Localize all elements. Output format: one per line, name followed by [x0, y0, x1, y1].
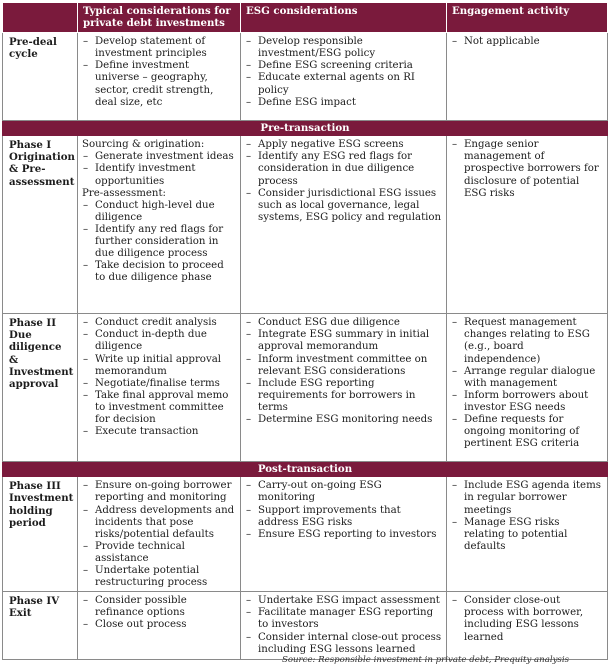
- engagement-list: [451, 36, 603, 48]
- phase-label: Phase II Due diligence & Investment approval: [3, 314, 78, 462]
- list-item: – Define ESG impact: [245, 97, 442, 109]
- row-phase-1: [3, 136, 608, 314]
- phase-label: Phase III Investment holding period: [3, 477, 78, 592]
- list-item: – Consider jurisdictional ESG issues such as local governance, legal systems, ESG policy and regulation: [245, 188, 442, 224]
- list-item: – Inform borrowers about investor ESG needs: [451, 390, 603, 414]
- list-item: – Develop responsible investment/ESG policy: [245, 36, 442, 60]
- list-item: – Not applicable: [451, 36, 603, 48]
- list-item: – Consider internal close-out process including ESG lessons learned: [245, 632, 442, 656]
- list-item: – Define requests for ongoing monitoring of pertinent ESG criteria: [451, 414, 603, 450]
- engagement-list: [451, 317, 603, 450]
- list-item: – Undertake ESG impact assessment: [245, 595, 442, 607]
- list-item: – Conduct high-level due diligence: [82, 200, 236, 224]
- header-row: [3, 3, 608, 33]
- list-item: – Conduct in-depth due diligence: [82, 329, 236, 353]
- list-item: – Take decision to proceed to due diligence phase: [82, 260, 236, 284]
- list-item: – Include ESG reporting requirements for borrowers in terms: [245, 378, 442, 414]
- source-caption: Source: Responsible investment in private debt, Prequity analysis: [281, 655, 569, 665]
- row-predeal: [3, 33, 608, 121]
- list-item: – Identify any red flags for further consideration in due diligence process: [82, 224, 236, 260]
- list-item: – Address developments and incidents that pose risks/potential defaults: [82, 505, 236, 541]
- preassess-list: [82, 200, 236, 285]
- list-item: – Ensure ESG reporting to investors: [245, 529, 442, 541]
- section-post-transaction: [3, 462, 608, 477]
- list-item: – Manage ESG risks relating to potential defaults: [451, 517, 603, 553]
- header-typical: Typical considerations for private debt investments: [78, 3, 241, 33]
- header-esg: ESG considerations: [241, 3, 447, 33]
- header-engagement: Engagement activity: [447, 3, 608, 33]
- engagement-list: [451, 595, 603, 643]
- typical-list: [82, 317, 236, 438]
- esg-list: [245, 480, 442, 540]
- esg-process-table: [2, 2, 608, 660]
- list-item: – Provide technical assistance: [82, 541, 236, 565]
- esg-list: [245, 139, 442, 224]
- typical-list: [82, 480, 236, 589]
- list-item: – Execute transaction: [82, 426, 236, 438]
- list-item: – Educate external agents on RI policy: [245, 72, 442, 96]
- list-item: – Integrate ESG summary in initial approval memorandum: [245, 329, 442, 353]
- list-item: – Undertake potential restructuring process: [82, 565, 236, 589]
- typical-list: [82, 36, 236, 109]
- section-label: Post-transaction: [3, 462, 608, 477]
- sourcing-title: Sourcing & origination:: [82, 139, 205, 151]
- list-item: – Identify investment opportunities: [82, 163, 236, 187]
- row-phase-4: [3, 592, 608, 660]
- list-item: – Close out process: [82, 619, 236, 631]
- list-item: – Generate investment ideas: [82, 151, 236, 163]
- list-item: – Consider close-out process with borrower, including ESG lessons learned: [451, 595, 603, 643]
- list-item: – Request management changes relating to ESG (e.g., board independence): [451, 317, 603, 365]
- sourcing-list: [82, 151, 236, 187]
- list-item: – Conduct ESG due diligence: [245, 317, 442, 329]
- header-phase: [3, 3, 78, 33]
- phase-label: Pre-deal cycle: [3, 33, 78, 121]
- row-phase-3: [3, 477, 608, 592]
- list-item: – Define investment universe – geography, sector, credit strength, deal size, etc: [82, 60, 236, 108]
- list-item: – Define ESG screening criteria: [245, 60, 442, 72]
- list-item: – Ensure on-going borrower reporting and monitoring: [82, 480, 236, 504]
- engagement-list: [451, 139, 603, 199]
- list-item: – Identify any ESG red flags for consideration in due diligence process: [245, 151, 442, 187]
- section-label: Pre-transaction: [3, 121, 608, 136]
- phase-label: Phase I Origination & Pre-assessment: [3, 136, 78, 314]
- typical-list: [82, 595, 236, 631]
- engagement-list: [451, 480, 603, 553]
- list-item: – Engage senior management of prospective borrowers for disclosure of potential ESG risks: [451, 139, 603, 199]
- preassess-title: Pre-assessment:: [82, 187, 166, 199]
- list-item: – Include ESG agenda items in regular borrower meetings: [451, 480, 603, 516]
- list-item: – Facilitate manager ESG reporting to investors: [245, 607, 442, 631]
- list-item: – Determine ESG monitoring needs: [245, 414, 442, 426]
- esg-list: [245, 317, 442, 426]
- list-item: – Develop statement of investment principles: [82, 36, 236, 60]
- list-item: – Arrange regular dialogue with management: [451, 366, 603, 390]
- list-item: – Negotiate/finalise terms: [82, 378, 236, 390]
- list-item: – Support improvements that address ESG risks: [245, 505, 442, 529]
- esg-list: [245, 36, 442, 109]
- phase-label: Phase IV Exit: [3, 592, 78, 660]
- list-item: – Inform investment committee on relevant ESG considerations: [245, 354, 442, 378]
- list-item: – Consider possible refinance options: [82, 595, 236, 619]
- esg-list: [245, 595, 442, 655]
- list-item: – Take final approval memo to investment committee for decision: [82, 390, 236, 426]
- list-item: – Write up initial approval memorandum: [82, 354, 236, 378]
- section-pre-transaction: [3, 121, 608, 136]
- row-phase-2: [3, 314, 608, 462]
- list-item: – Conduct credit analysis: [82, 317, 236, 329]
- list-item: – Carry-out on-going ESG monitoring: [245, 480, 442, 504]
- list-item: – Apply negative ESG screens: [245, 139, 442, 151]
